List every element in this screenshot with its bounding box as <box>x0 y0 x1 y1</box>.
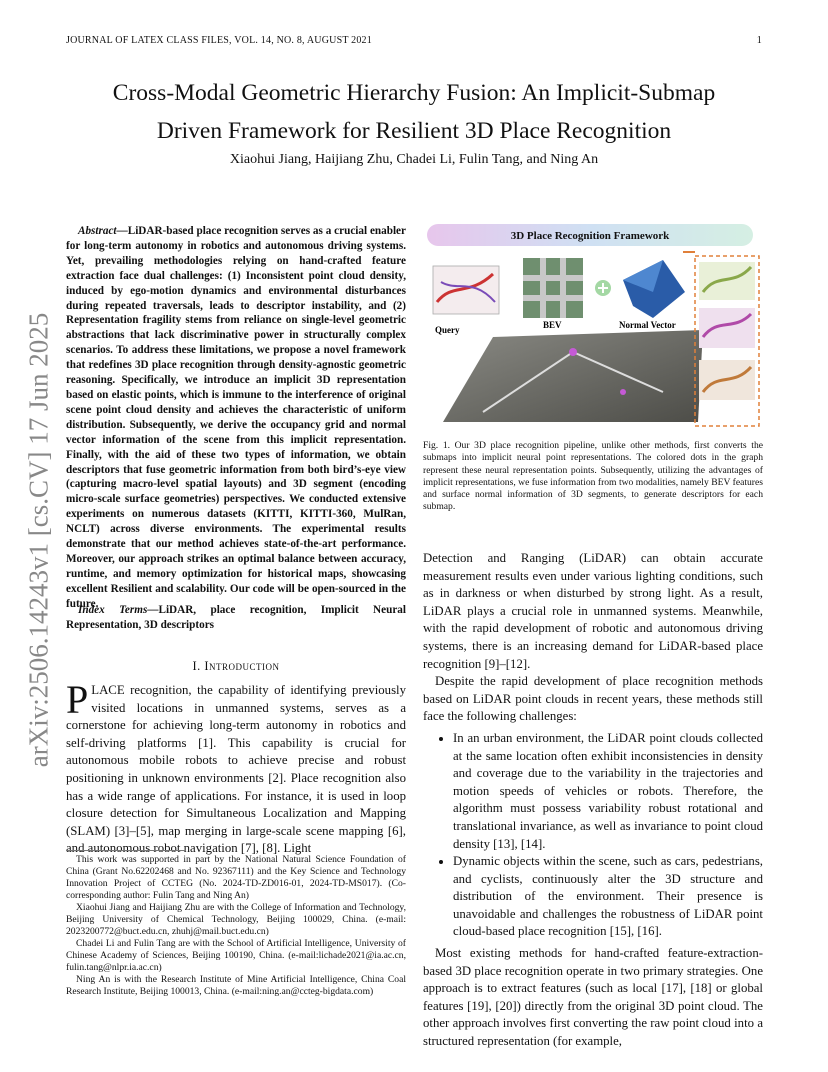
title-line-1: Cross-Modal Geometric Hierarchy Fusion: An Implicit-Submap <box>112 80 716 106</box>
framework-illustration <box>423 222 763 427</box>
trajectory-marker <box>569 348 577 356</box>
footnote-affiliation-3: Ning An is with the Research Institute of Mine Artificial Intelligence, China Coal Research Institute, Beijing 100013, China. (e-mail:ning.an@ccteg-bigdata.com) <box>66 974 406 997</box>
author-list: Xiaohui Jiang, Haijiang Zhu, Chadei Li, Fulin Tang, and Ning An <box>229 152 599 167</box>
right-column-body <box>423 550 763 1051</box>
index-terms-label: Index Terms <box>78 604 148 616</box>
bev-grid <box>523 258 583 318</box>
intro-text: LACE recognition, the capability of identifying previously visited locations in unmanned systems, serves as a cornerstone for achieving long-term autonomy in robotics and self-driving platforms [1]. This capability is crucial for autonomous mobile robots to achieve precise and robust positioning in unknown environments [2]. Place recognition also has a wide range of applications. For instance, it is used in loop closure detection for Simultaneous Localization and Mapping (SLAM) [3]–[5], map merging in large-scale scene mapping [6], and autonomous robot navigation [7], [8]. Light <box>66 683 406 856</box>
index-terms-text: —LiDAR, place recognition, Implicit Neural Representation, 3D descriptors <box>66 604 406 631</box>
journal-name: JOURNAL OF LATEX CLASS FILES, VOL. 14, NO. 8, AUGUST 2021 <box>66 35 372 46</box>
footnote-rule <box>66 850 186 851</box>
index-terms <box>66 603 406 633</box>
figure-banner-text: 3D Place Recognition Framework <box>510 230 670 242</box>
running-header <box>66 35 762 46</box>
figure-1 <box>423 222 763 427</box>
paragraph: Most existing methods for hand-crafted feature-extraction-based 3D place recognition operate in two primary strategies. One approach is to extract features (such as local [17], [18] or global features [19], [20]) directly from the original 3D point cloud. The other approach involves first converting the raw point cloud into a structured representation (for example, <box>423 946 763 1049</box>
footnotes <box>66 854 406 998</box>
query-point-cloud <box>433 266 499 314</box>
abstract <box>66 224 406 612</box>
footnote-affiliation-2: Chadei Li and Fulin Tang are with the School of Artificial Intelligence, University of Chinese Academy of Sciences, Beijing 100190, China. (e-mail:lichade2021@ia.ac.cn, fulin.tang@nlpr.ia.ac.cn) <box>66 938 406 973</box>
bev-label: BEV <box>543 320 562 330</box>
footnote-funding: This work was supported in part by the National Natural Science Foundation of China (Grant No.62202468 and No. 92367111) and the Key Science and Technology Innovation Project of CCTEG (No. 2024-TD-ZD016-01, 2024-TD-MS017). (Co-corresponding author: Fulin Tang and Ning An) <box>66 854 406 901</box>
normal-vector-label: Normal Vector <box>619 320 676 330</box>
city-aerial-image <box>443 330 703 422</box>
footnote-affiliation-1: Xiaohui Jiang and Haijiang Zhu are with the College of Information and Technology, Beijing University of Chemical Technology, Beijing 100029, China. (e-mail: 2023200772@buct.edu.cn, zhuhj@mail.buct.edu.cn) <box>66 902 406 937</box>
page-number: 1 <box>756 35 762 46</box>
abstract-label: Abstract <box>78 225 117 237</box>
abstract-text: —LiDAR-based place recognition serves as a crucial enabler for long-term autonomy in robotics and autonomous driving systems. Yet, prevailing methodologies relying on hand-crafted feature extraction face dual challenges: (1) Inconsistent point cloud density, induced by ego-motion dynamics and environmental disturbances during repeated traversals, leads to descriptor instability, and (2) Representation fragility stems from reliance on single-level geometric abstractions that lack discriminative power in structurally complex scenarios. To address these limitations, we propose a novel framework that redefines 3D place recognition through density-agnostic geometric reasoning. Specifically, we introduce an implicit 3D representation based on elastic points, which is immune to the interference of original scene point cloud density and achieves the characteristic of uniform distribution. Subsequently, we derive the occupancy grid and normal vector information of the scene from this implicit representation. Finally, with the aid of these two types of information, we obtain descriptors that fuse geometric information from both bird’s-eye view (capturing macro-level spatial layouts) and 3D segment (encoding micro-scale surface geometries) perspectives. We conducted extensive experiments on numerous datasets (KITTI, KITTI-360, MulRan, NCLT) across diverse environments. The experimental results demonstrate that our method achieves state-of-the-art performance. Moreover, our approach strikes an optimal balance between accuracy, runtime, and memory optimization for historical maps, showcasing excellent Resilient and scalability. Our code will be open-sourced in the future. <box>66 225 406 610</box>
list-item: • In an urban environment, the LiDAR point clouds collected at the same location often exhibit inconsistencies in density and coverage due to the variability in the trajectories and motion speeds of vehicles or robots. Therefore, the algorithm must possess variability robust rotational and translational invariance, as well as invariance to point cloud density [13], [14]. <box>453 730 763 853</box>
query-label: Query <box>435 325 460 335</box>
submap-thumbnail <box>699 308 755 348</box>
paper-title <box>60 74 768 150</box>
paragraph: Despite the rapid development of place recognition methods based on LiDAR point clouds in recent years, these methods still face the following challenges: <box>423 674 763 724</box>
figure-caption: Fig. 1. Our 3D place recognition pipeline, unlike other methods, first converts the submaps into implicit neural point representations. The colored dots in the graph represent these neural representation points. Subsequently, utilizing the advantages of implicit representations, we fuse information from two modalities, namely BEV features and surface normal information of 3D segments, to generate descriptors for each submap. <box>423 440 763 513</box>
list-item: • Dynamic objects within the scene, such as cars, pedestrians, and cyclists, continuously alter the 3D structure and distribution of the environment. Their presence is unavoidable and challenges the robustness of LiDAR point cloud-based place recognition [15], [16]. <box>453 853 763 941</box>
trajectory-marker <box>620 389 626 395</box>
submap-thumbnail <box>699 262 755 300</box>
title-line-2: Driven Framework for Resilient 3D Place Recognition <box>156 118 672 144</box>
arxiv-identifier: arXiv:2506.14243v1 [cs.CV] 17 Jun 2025 <box>23 312 54 768</box>
drop-cap: P <box>66 677 89 722</box>
arxiv-stamp <box>14 300 64 780</box>
introduction-paragraph <box>66 677 406 858</box>
paragraph: Detection and Ranging (LiDAR) can obtain accurate measurement results even under various lighting conditions, such as in darkness or when disturbed by strong light. As a result, LiDAR plays a crucial role in unmanned systems. Meanwhile, with the rapid development of robotic and autonomous driving systems, there is an increasing demand for LiDAR-based place recognition [9]–[12]. <box>423 551 763 671</box>
challenge-list <box>423 730 763 941</box>
section-heading: I. Introduction <box>192 659 280 673</box>
